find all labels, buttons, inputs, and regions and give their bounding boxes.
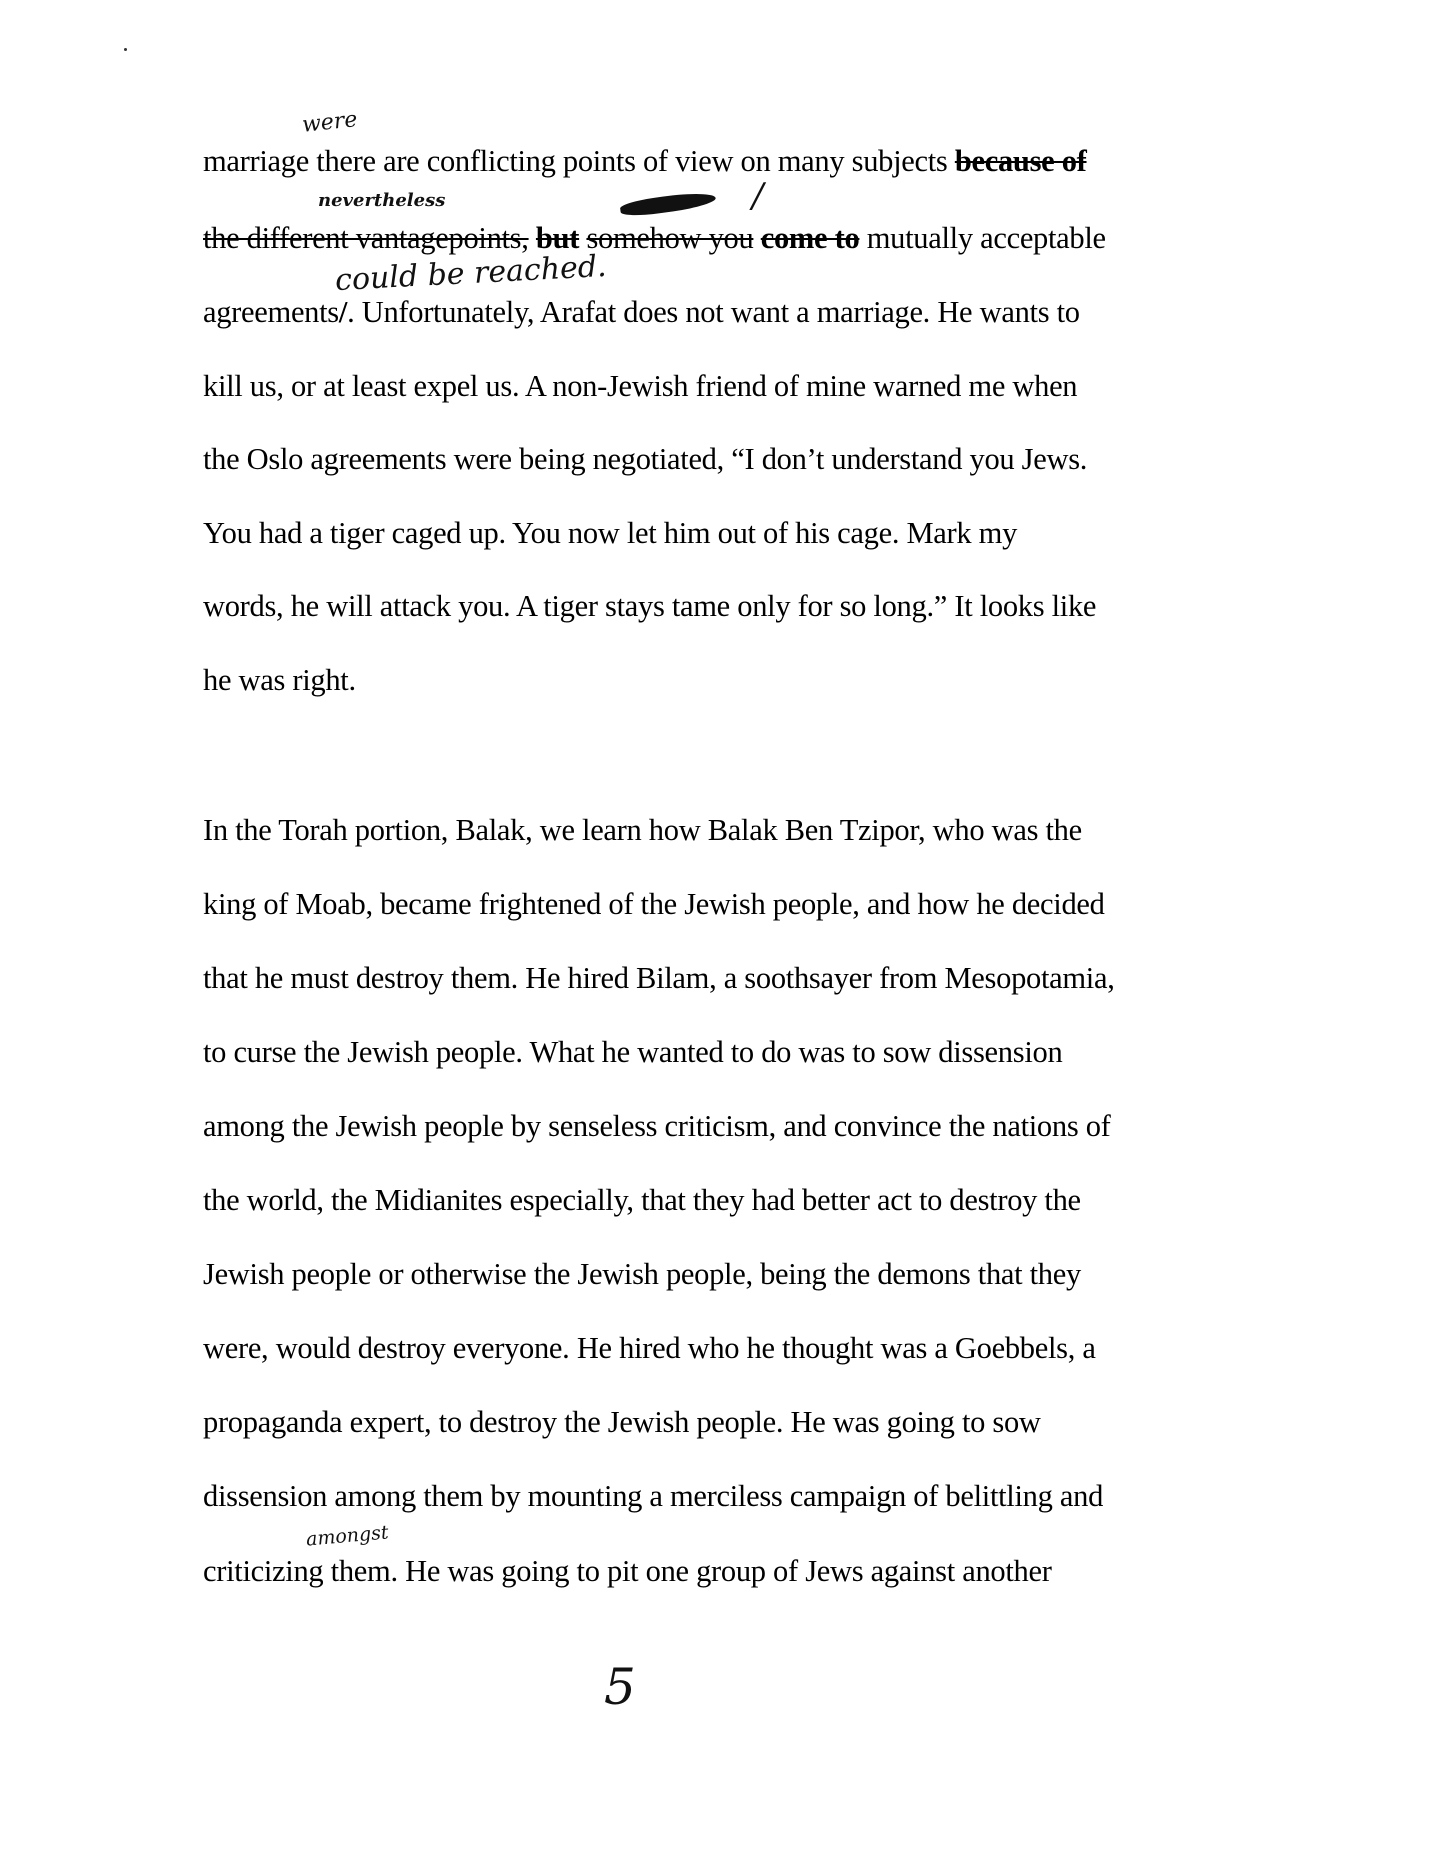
handwritten-caret-mark: / [752, 176, 764, 216]
struck-text: come to [760, 221, 860, 255]
text-line: king of Moab, became frightened of the Jewish people, and how he decided [203, 887, 1105, 921]
text-line: he was right. [203, 663, 356, 697]
text-line: among the Jewish people by senseless criticism, and convince the nations of [203, 1109, 1111, 1143]
text-line [203, 146, 1087, 177]
struck-text: but [535, 221, 580, 255]
ink-mark: / [338, 295, 348, 329]
text-line [203, 297, 1080, 328]
text-span: mutually acceptable [866, 221, 1106, 255]
text-line: kill us, or at least expel us. A non-Jewish friend of mine warned me when [203, 369, 1078, 403]
struck-text: because of [954, 144, 1087, 178]
struck-text: somehow you [586, 221, 754, 255]
text-line: dissension among them by mounting a merciless campaign of belittling and [203, 1479, 1104, 1513]
text-line: words, he will attack you. A tiger stays tame only for so long.” It looks like [203, 589, 1097, 623]
text-line: to curse the Jewish people. What he wanted to do was to sow dissension [203, 1035, 1063, 1069]
text-line: were, would destroy everyone. He hired who he thought was a Goebbels, a [203, 1331, 1096, 1365]
text-line: You had a tiger caged up. You now let him out of his cage. Mark my [203, 516, 1018, 550]
page-number: 5 [604, 1658, 636, 1716]
text-span: marriage there are conflicting points of view on many subjects [203, 144, 948, 178]
text-line: the Oslo agreements were being negotiated, “I don’t understand you Jews. [203, 442, 1088, 476]
handwritten-insert-amongst: amongst [305, 1521, 390, 1551]
text-line: criticizing them. He was going to pit one group of Jews against another [203, 1554, 1052, 1588]
handwritten-insert-were: were [300, 107, 359, 138]
text-line: the world, the Midianites especially, that they had better act to destroy the [203, 1183, 1081, 1217]
text-line: In the Torah portion, Balak, we learn how Balak Ben Tzipor, who was the [203, 813, 1082, 847]
text-line: propaganda expert, to destroy the Jewish people. He was going to sow [203, 1405, 1041, 1439]
text-span: agreements [203, 295, 339, 329]
scan-speck [124, 48, 127, 51]
text-span: . Unfortunately, Arafat does not want a marriage. He wants to [347, 295, 1080, 329]
text-line: Jewish people or otherwise the Jewish people, being the demons that they [203, 1257, 1081, 1291]
handwritten-insert-could-be-reached: could be reached. [334, 248, 608, 299]
struck-text: the different vantagepoints, [203, 221, 529, 255]
text-line [203, 223, 1106, 254]
handwritten-insert-nevertheless: nevertheless [318, 190, 446, 211]
text-line: that he must destroy them. He hired Bilam, a soothsayer from Mesopotamia, [203, 961, 1115, 995]
